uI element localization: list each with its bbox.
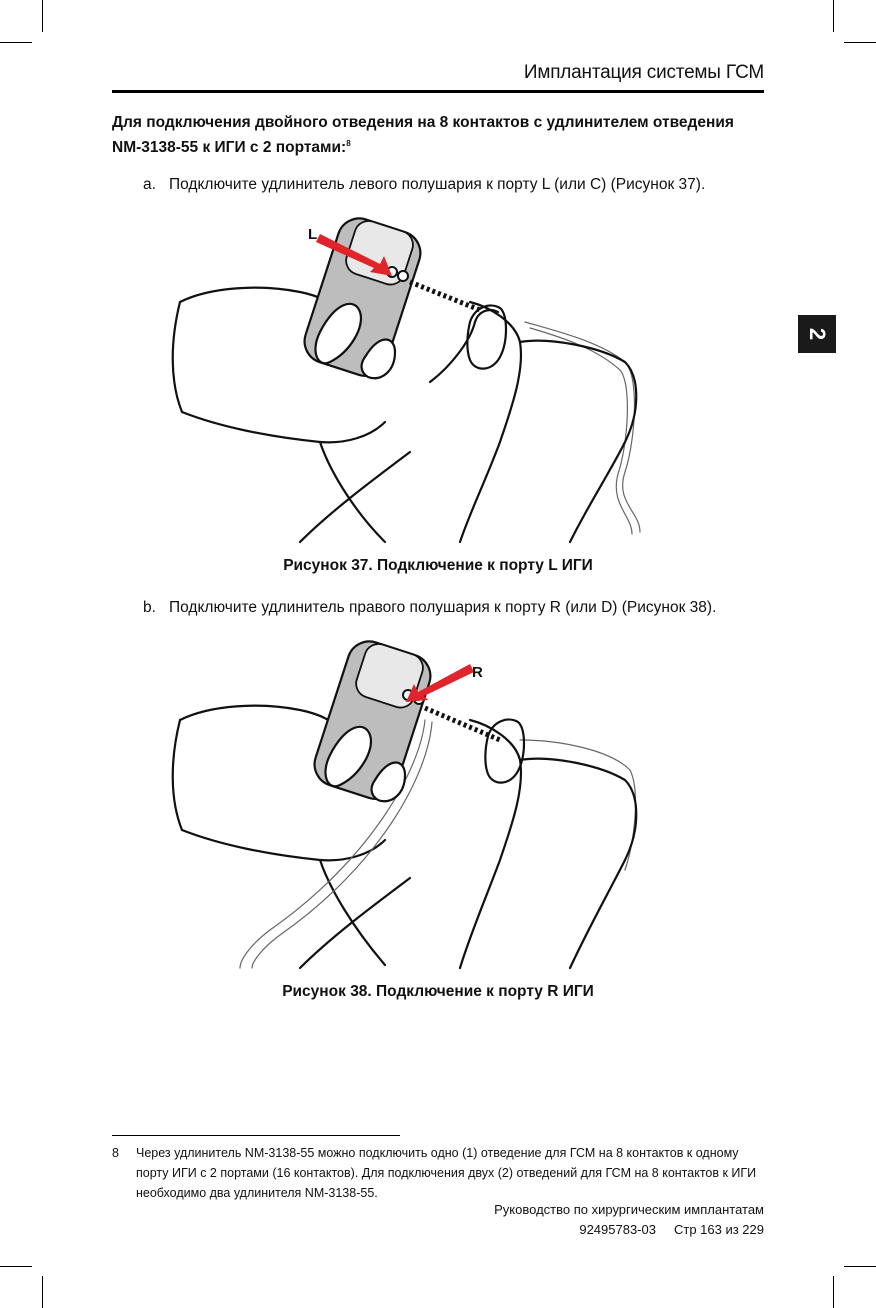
- figure-38-caption: Рисунок 38. Подключение к порту R ИГИ: [282, 983, 594, 1000]
- footnote-text: Через удлинитель NM-3138-55 можно подключить одно (1) отведение для ГСМ на 8 контактов к одному порту ИГИ с 2 портами (16 контактов). Для подключения двух (2) отведений для ГСМ на 8 контактов к ИГИ необходимо два удлинителя NM-3138-55.: [136, 1146, 757, 1200]
- hands-connecting-lead-illustration: [170, 212, 650, 547]
- figure-37-callout-label: L: [308, 226, 318, 243]
- section-heading-line1: Для подключения двойного отведения на 8 контактов с удлинителем отведения: [112, 114, 734, 131]
- footnote-ref: 8: [346, 139, 351, 148]
- footnote-number: 8: [112, 1146, 119, 1160]
- figure-37-illustration: [170, 212, 650, 547]
- section-heading: [112, 112, 752, 158]
- section-heading-line2: NM-3138-55 к ИГИ с 2 портами:$^8$: [112, 139, 351, 157]
- figure-38-illustration: [170, 640, 650, 970]
- crop-mark: [42, 0, 43, 32]
- crop-mark: [844, 42, 876, 43]
- crop-mark: [833, 0, 834, 32]
- footnote: [112, 1143, 762, 1203]
- step-a: [143, 176, 705, 194]
- footer-page-number: Стр 163 из 229: [673, 1222, 764, 1237]
- footnote-rule: [112, 1135, 400, 1136]
- crop-mark: [0, 1266, 32, 1267]
- footer-doc-info: [579, 1222, 764, 1237]
- crop-mark: [0, 42, 32, 43]
- header-rule: [112, 90, 764, 93]
- page-header-title: Имплантация системы ГСМ: [523, 62, 764, 83]
- footer-manual-title: Руководство по хирургическим имплантатам: [494, 1202, 764, 1217]
- crop-mark: [833, 1276, 834, 1308]
- step-marker: a.: [143, 176, 156, 193]
- step-marker: b.: [143, 599, 156, 616]
- chapter-tab: 2: [798, 315, 836, 353]
- crop-mark: [844, 1266, 876, 1267]
- figure-38-callout-label: R: [472, 664, 483, 681]
- hands-connecting-lead-illustration: [170, 640, 650, 970]
- step-text: Подключите удлинитель левого полушария к порту L (или C) (Рисунок 37).: [169, 176, 706, 193]
- figure-37-caption: Рисунок 37. Подключение к порту L ИГИ: [283, 557, 593, 574]
- step-text: Подключите удлинитель правого полушария к порту R (или D) (Рисунок 38).: [169, 599, 717, 616]
- step-b: [143, 599, 716, 617]
- footer-doc-number: 92495783-03: [579, 1222, 656, 1237]
- crop-mark: [42, 1276, 43, 1308]
